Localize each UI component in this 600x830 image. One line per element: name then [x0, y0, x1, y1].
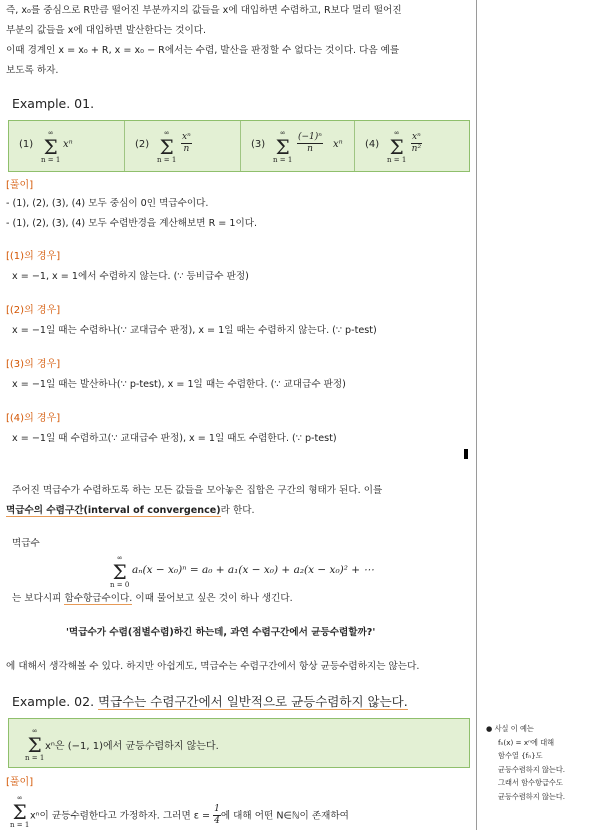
case-3-title: [(3)의 경우] [6, 359, 61, 370]
intro-line-2: 부분의 값들을 x에 대입하면 발산한다는 것이다. [6, 25, 207, 36]
sum-symbol: ∞ Σ n = 1 [10, 794, 30, 829]
case-3-text: x = −1일 때는 발산하나(∵ p-test), x = 1일 때는 수렴한다. (∵ 교대급수 판정) [12, 379, 346, 390]
sum-symbol: ∞ Σ n = 0 [110, 554, 130, 589]
power-series-formula: ∞ Σ n = 0 aₙ(x − x₀)ⁿ = a₀ + a₁(x − x₀) + a₂(x − x₀)² + ⋯ [110, 554, 374, 589]
column-divider [476, 0, 477, 830]
solution1-heading: [풀이] [6, 180, 34, 191]
sum-symbol: ∞ Σ n = 1 [157, 129, 177, 164]
power-series-label: 멱급수 [12, 538, 40, 549]
example1-item-2 [125, 121, 241, 171]
example1-item-3 [241, 121, 355, 171]
example1-title: Example. 01. [12, 96, 95, 111]
sum-symbol: ∞ Σ n = 1 [41, 129, 61, 164]
fraction: $\frac{\text{xⁿ}}{n}$ [182, 132, 191, 154]
example2-statement: xⁿ은 (−1, 1)에서 균등수렴하지 않는다. [45, 741, 219, 752]
discussion: 에 대해서 생각해볼 수 있다. 하지만 아쉽게도, 멱급수는 수렴구간에서 항상 균등수렴하지는 않는다. [6, 661, 420, 672]
case-2-text: x = −1일 때는 수렴하나(∵ 교대급수 판정), x = 1일 때는 수렴하지 않는다. (∵ p-test) [12, 325, 377, 336]
interval-term: 멱급수의 수렴구간(interval of convergence) [6, 505, 221, 516]
term: xⁿ [63, 139, 73, 150]
example1-item-1 [9, 121, 125, 171]
case-1-title: [(1)의 경우] [6, 251, 61, 262]
item-label: (4) [365, 139, 380, 150]
power-series-after: 는 보다시피 함수항급수이다. 이때 물어보고 싶은 것이 하나 생긴다. [12, 593, 293, 604]
case-4-title: [(4)의 경우] [6, 413, 61, 424]
solution2-line: ∞ Σ n = 1 xⁿ이 균등수렴한다고 가정하자. 그러면 ε = $\frac{1}{4}$ 에 대해 어떤 N∈ℕ이 존재하여 [10, 794, 349, 829]
item-label: (1) [19, 139, 34, 150]
marker-block [464, 449, 468, 459]
case-2-title: [(2)의 경우] [6, 305, 61, 316]
intro-line-1: 즉, x₀를 중심으로 R만큼 떨어진 부분까지의 값들을 x에 대입하면 수렴하고, R보다 멀리 떨어진 [6, 5, 402, 16]
solution2-heading: [풀이] [6, 777, 34, 788]
sum-symbol: ∞ Σ n = 1 [25, 727, 45, 762]
sum-symbol: ∞ Σ n = 1 [273, 129, 293, 164]
solution1-bullet-2: - (1), (2), (3), (4) 모두 수렴반경을 계산해보면 R = 1이다. [6, 218, 258, 229]
sum-symbol: ∞ Σ n = 1 [387, 129, 407, 164]
epsilon-fraction: $\frac{1}{4}$ [214, 804, 220, 826]
item-label: (2) [135, 139, 150, 150]
sidenote: ● 사실 이 예는 fₙ(x) = xⁿ에 대해 함수열 {fₙ}도 균등수렴하지 않는다. 그래서 함수항급수도 균등수렴하지 않는다. [486, 724, 566, 801]
fraction: $\frac{\text{xⁿ}}{\text{n²}}$ [411, 132, 422, 154]
term: xⁿ [333, 139, 343, 150]
item-label: (3) [251, 139, 266, 150]
question: '멱급수가 수렴(점별수렴)하긴 하는데, 과연 수렴구간에서 균등수렴할까?' [66, 627, 376, 638]
intro-line-4: 보도록 하자. [6, 65, 59, 76]
interval-line-1: 주어진 멱급수가 수렴하도록 하는 모든 값들을 모아놓은 집합은 구간의 형태가 된다. 이를 [12, 485, 383, 496]
interval-line-2: 멱급수의 수렴구간(interval of convergence)라 한다. [6, 505, 255, 516]
fraction: $\frac{\text{(−1)ⁿ}}{n}$ [298, 132, 322, 154]
example1-item-4 [355, 121, 468, 171]
intro-line-3: 이때 경계인 x = x₀ + R, x = x₀ − R에서는 수렴, 발산을 판정할 수 없다는 것이다. 다음 예를 [6, 45, 400, 56]
example2-title: Example. 02. 멱급수는 수렴구간에서 일반적으로 균등수렴하지 않는다. [12, 694, 408, 709]
case-1-text: x = −1, x = 1에서 수렴하지 않는다. (∵ 등비급수 판정) [12, 271, 249, 282]
example2-box [8, 718, 470, 768]
main-column [6, 0, 476, 830]
example1-box [8, 120, 470, 172]
bullet-icon: ● [486, 724, 493, 733]
solution1-bullet-1: - (1), (2), (3), (4) 모두 중심이 0인 멱급수이다. [6, 198, 209, 209]
case-4-text: x = −1일 때 수렴하고(∵ 교대급수 판정), x = 1일 때도 수렴한다. (∵ p-test) [12, 433, 337, 444]
